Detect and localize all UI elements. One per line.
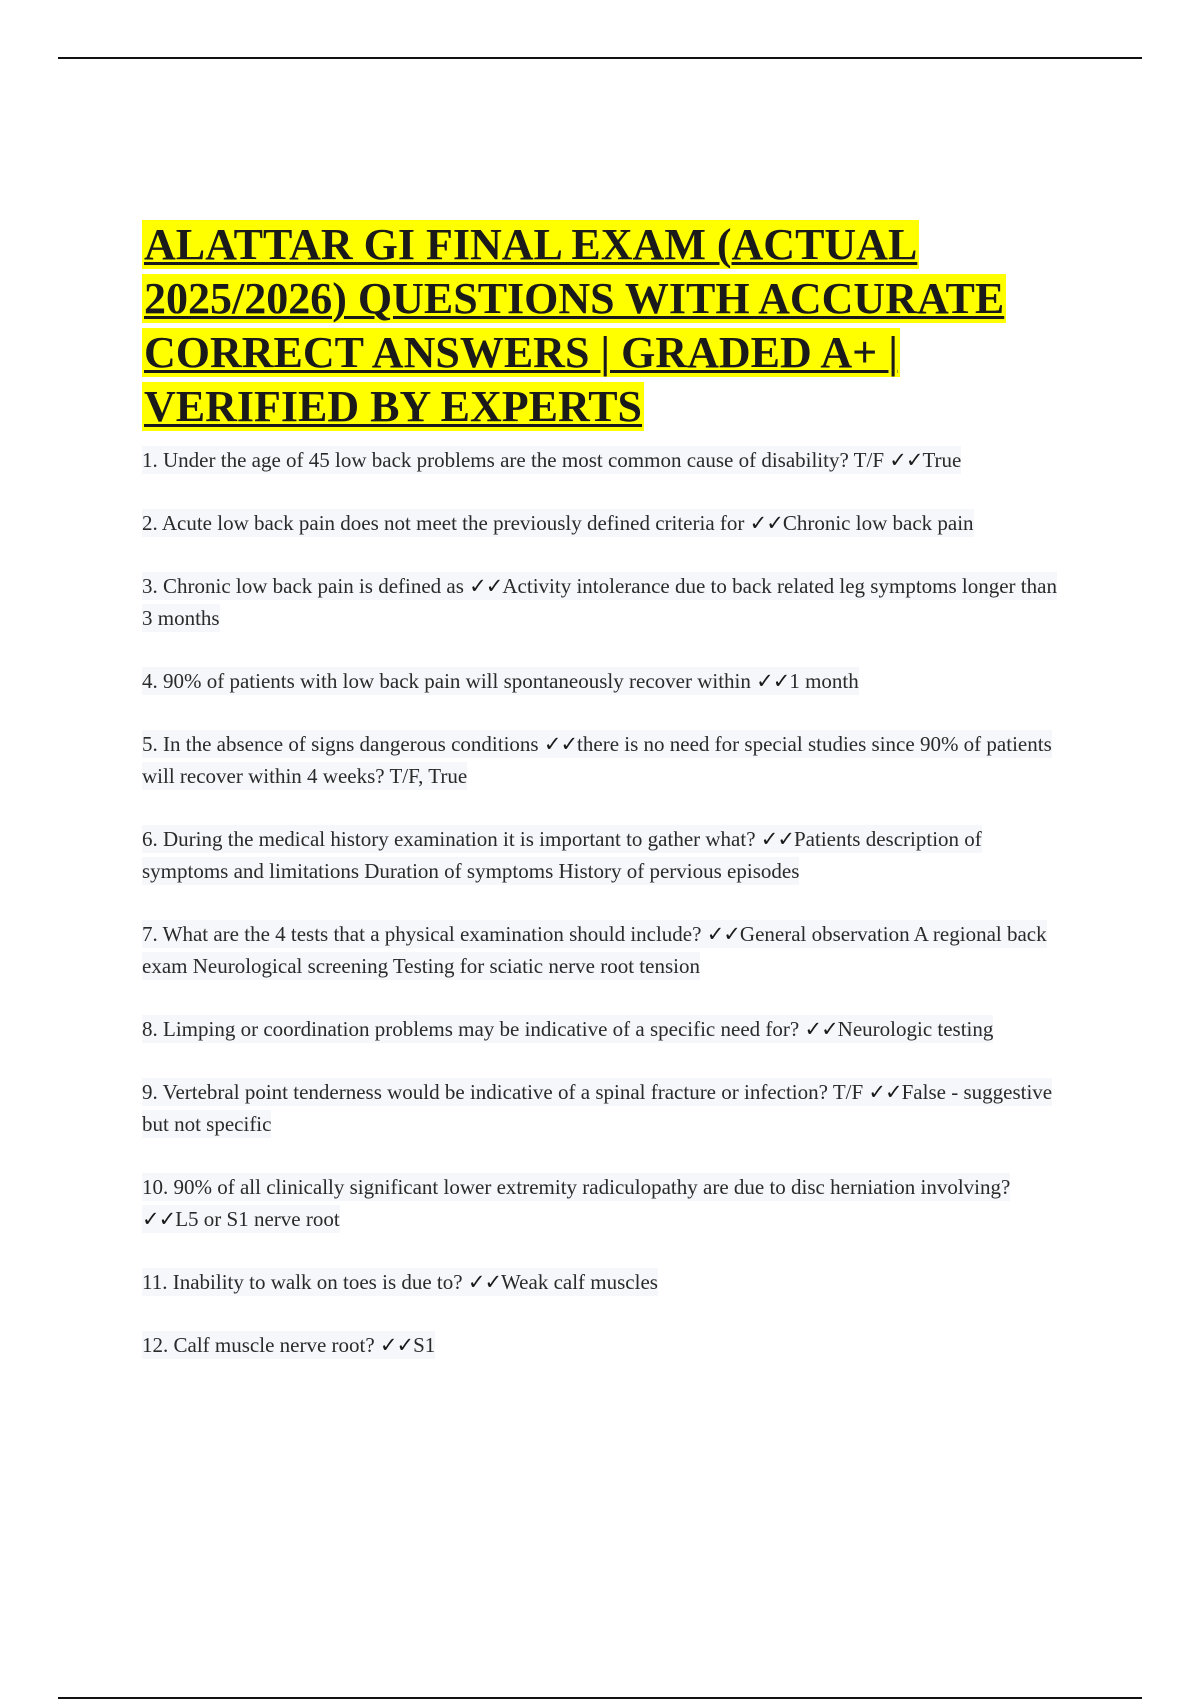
answer-text: Neurologic testing — [837, 1017, 994, 1041]
question-text-band — [142, 572, 1057, 632]
document-body — [142, 218, 1062, 1392]
answer-text: Chronic low back pain — [782, 511, 974, 535]
question-text: 10. 90% of all clinically significant lower extremity radiculopathy are due to disc herniation involving? — [142, 1175, 1011, 1199]
double-check-icon: ✓✓ — [706, 922, 740, 946]
question-item — [142, 1013, 1062, 1045]
answer-text: Weak calf muscles — [501, 1270, 658, 1294]
question-text-band — [142, 825, 982, 885]
question-item — [142, 507, 1062, 539]
question-item — [142, 728, 1062, 792]
question-item — [142, 1266, 1062, 1298]
answer-text: there is no need for special studies since 90% of patients will recover within 4 weeks? T/F, True — [142, 732, 1052, 788]
title-highlight: ALATTAR GI FINAL EXAM (ACTUAL 2025/2026) QUESTIONS WITH ACCURATE CORRECT ANSWERS | GRADED A+ | VERIFIED BY EXPERTS — [144, 220, 1005, 431]
double-check-icon: ✓✓ — [543, 732, 578, 756]
double-check-icon: ✓✓ — [467, 1270, 502, 1294]
double-check-icon: ✓✓ — [756, 669, 790, 693]
question-item — [142, 570, 1062, 634]
answer-text: 1 month — [789, 669, 859, 693]
question-text: 2. Acute low back pain does not meet the previously defined criteria for — [142, 511, 745, 535]
document-title — [142, 218, 1062, 434]
bottom-rule — [58, 1697, 1142, 1699]
answer-text: L5 or S1 nerve root — [175, 1207, 340, 1231]
question-text-band — [142, 1078, 1052, 1138]
question-item — [142, 665, 1062, 697]
question-text-band — [142, 667, 859, 695]
answer-text: General observation A regional back exam Neurological screening Testing for sciatic nerve root tension — [142, 922, 1047, 978]
question-list — [142, 444, 1062, 1361]
double-check-icon: ✓✓ — [868, 1080, 902, 1104]
top-rule — [58, 57, 1142, 59]
answer-text: Activity intolerance due to back related leg symptoms longer than 3 months — [142, 574, 1057, 630]
question-text-band — [142, 920, 1047, 980]
question-text: 9. Vertebral point tenderness would be indicative of a spinal fracture or infection? T/F — [142, 1080, 864, 1104]
double-check-icon: ✓✓ — [889, 448, 923, 472]
double-check-icon: ✓✓ — [804, 1017, 838, 1041]
question-text-band — [142, 1173, 1010, 1233]
question-text: 6. During the medical history examination it is important to gather what? — [142, 827, 756, 851]
question-item — [142, 1171, 1062, 1235]
answer-text: S1 — [413, 1333, 436, 1357]
double-check-icon: ✓✓ — [760, 827, 794, 851]
question-item — [142, 444, 1062, 476]
answer-text: True — [922, 448, 962, 472]
question-item — [142, 823, 1062, 887]
question-text: 8. Limping or coordination problems may be indicative of a specific need for? — [142, 1017, 800, 1041]
question-text: 5. In the absence of signs dangerous conditions — [142, 732, 539, 756]
question-text: 3. Chronic low back pain is defined as — [142, 574, 464, 598]
double-check-icon: ✓✓ — [749, 511, 783, 535]
question-item — [142, 1076, 1062, 1140]
question-text-band — [142, 1268, 658, 1296]
question-text: 4. 90% of patients with low back pain will spontaneously recover within — [142, 669, 751, 693]
double-check-icon: ✓✓ — [142, 1207, 176, 1231]
question-item — [142, 918, 1062, 982]
answer-text: Patients description of symptoms and limitations Duration of symptoms History of pervious episodes — [142, 827, 982, 883]
double-check-icon: ✓✓ — [379, 1333, 414, 1357]
answer-text: False - suggestive but not specific — [142, 1080, 1053, 1136]
question-text-band — [142, 1331, 435, 1359]
double-check-icon: ✓✓ — [469, 574, 503, 598]
question-text: 11. Inability to walk on toes is due to? — [142, 1270, 463, 1294]
question-text: 12. Calf muscle nerve root? — [142, 1333, 375, 1357]
question-text: 7. What are the 4 tests that a physical examination should include? — [142, 922, 702, 946]
question-text-band — [142, 1015, 993, 1043]
question-text-band — [142, 509, 974, 537]
question-text-band — [142, 446, 961, 474]
question-item — [142, 1329, 1062, 1361]
question-text: 1. Under the age of 45 low back problems are the most common cause of disability? T/F — [142, 448, 885, 472]
question-text-band — [142, 730, 1052, 790]
